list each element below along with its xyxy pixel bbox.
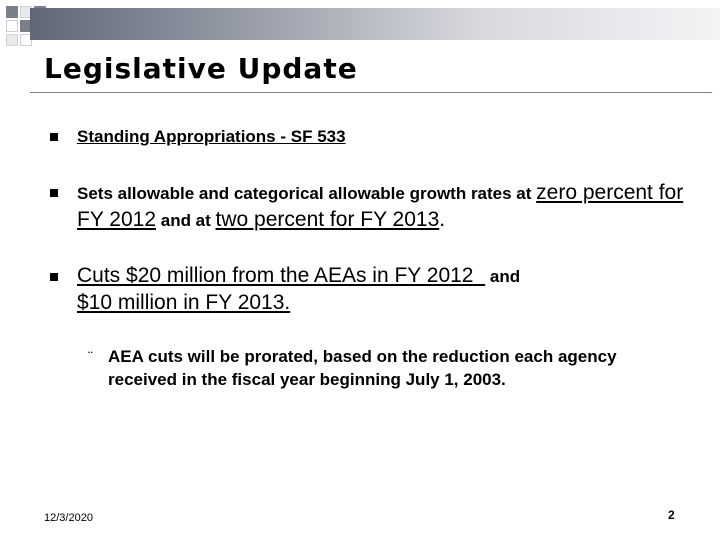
bullet-2-period: . <box>439 208 446 231</box>
corner-square <box>6 6 18 18</box>
bullet-marker <box>50 189 58 197</box>
bullet-2-part-3: and at <box>156 211 216 230</box>
corner-square <box>6 34 18 46</box>
bullet-2 <box>77 180 697 234</box>
page-number: 2 <box>668 508 675 522</box>
footer-date: 12/3/2020 <box>44 512 93 524</box>
bullet-marker <box>50 133 58 141</box>
title-divider <box>30 92 712 93</box>
bullet-3-part-2: and <box>485 267 521 286</box>
header-band <box>30 8 720 40</box>
bullet-3-part-1: Cuts $20 million from the AEAs in FY 2012 <box>77 264 486 287</box>
bullet-1-text: Standing Appropriations - SF 533 <box>77 127 346 146</box>
bullet-3 <box>77 263 697 317</box>
bullet-3-part-3: $10 million in FY 2013. <box>77 291 291 314</box>
bullet-2-highlight-zero: zero percent for FY 2012 <box>77 181 684 231</box>
sub-bullet-marker: ¨ <box>88 349 93 366</box>
bullet-2-part-1: Sets allowable and categorical allowable growth rates at <box>77 184 537 203</box>
bullet-2-highlight-two: two percent for FY 2013 <box>215 208 440 231</box>
corner-square <box>6 20 18 32</box>
sub-bullet-1: AEA cuts will be prorated, based on the reduction each agency received in the fiscal year beginning July 1, 2003. <box>108 347 617 389</box>
bullet-marker <box>50 273 58 281</box>
bullet-1 <box>77 124 697 150</box>
slide-title: Legislative Update <box>44 52 358 85</box>
